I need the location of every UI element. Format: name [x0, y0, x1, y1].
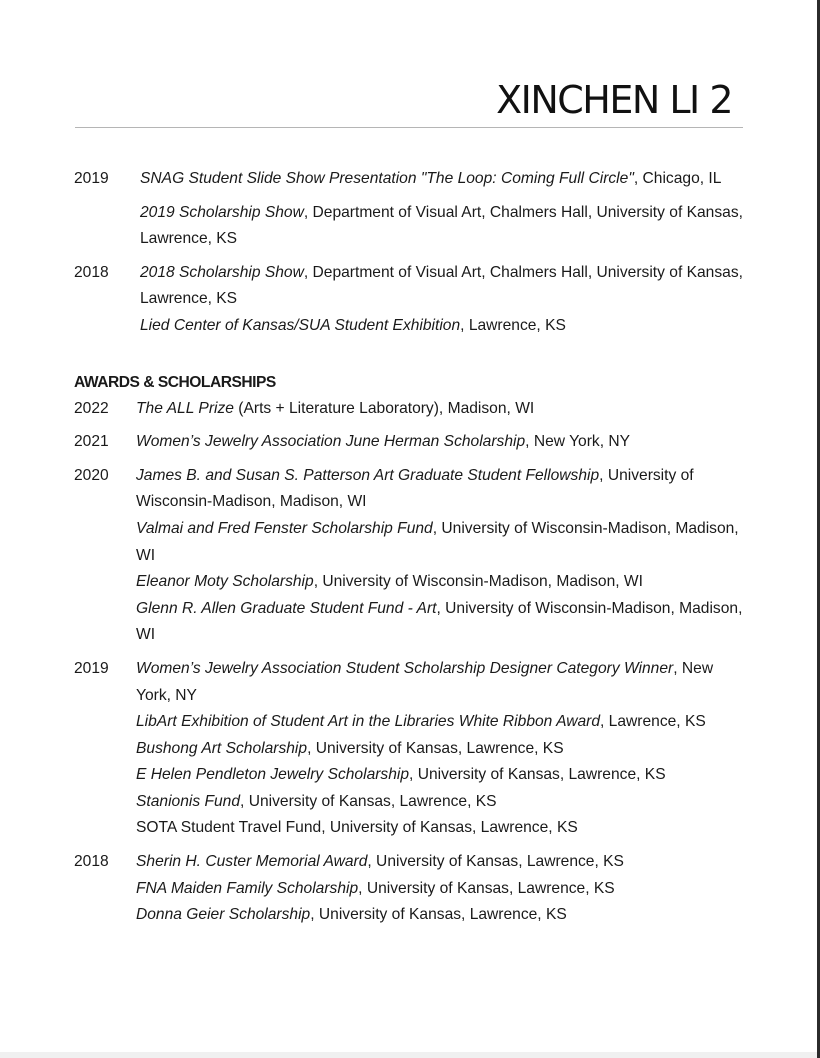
award-year-block [74, 429, 744, 456]
year-label: 2018 [74, 263, 109, 281]
year-label: 2020 [74, 466, 109, 484]
year-label: 2022 [74, 399, 109, 417]
entry-details: , University of Wisconsin-Madison, Madison, WI [313, 573, 643, 591]
award-year-block [74, 463, 744, 649]
award-entry [136, 709, 744, 736]
entry-details: (Arts + Literature Laboratory), Madison, WI [233, 399, 535, 417]
award-year-block [74, 396, 744, 423]
entry-list [136, 396, 744, 423]
entry-title: Women’s Jewelry Association Student Scholarship Designer Category Winner [136, 659, 674, 677]
award-entry [136, 902, 744, 929]
entry-details: , University of Kansas, Lawrence, KS [358, 879, 615, 897]
entry-title: Sherin H. Custer Memorial Award [136, 853, 368, 871]
award-entry [136, 656, 744, 709]
entry-details: , Lawrence, KS [460, 316, 566, 334]
entry-title: Bushong Art Scholarship [136, 739, 308, 757]
exhibition-entry [140, 260, 744, 313]
resume-content [74, 166, 744, 936]
entry-title: Stanionis Fund [136, 792, 241, 810]
exhibition-year-block [74, 166, 744, 253]
year-label: 2019 [74, 659, 109, 677]
entry-list [140, 260, 744, 340]
exhibition-entry [140, 166, 744, 193]
exhibition-entry [140, 200, 744, 253]
award-entry [136, 815, 744, 842]
award-entry [136, 516, 744, 569]
entry-details: , Department of Visual Art, Chalmers Hall, University of Kansas, Lawrence, KS [140, 203, 743, 248]
entry-title: FNA Maiden Family Scholarship [136, 879, 359, 897]
award-entry [136, 569, 744, 596]
award-year-block [74, 656, 744, 842]
entry-title: Valmai and Fred Fenster Scholarship Fund [136, 519, 433, 537]
entry-details: , University of Kansas, Lawrence, KS [240, 792, 497, 810]
entry-details: , University of Wisconsin-Madison, Madison, WI [136, 599, 743, 644]
entry-title: Lied Center of Kansas/SUA Student Exhibition [140, 316, 461, 334]
year-label: 2018 [74, 853, 109, 871]
entry-details: , University of Wisconsin-Madison, Madison, WI [136, 466, 694, 511]
award-entry [136, 736, 744, 763]
entry-title: 2018 Scholarship Show [140, 263, 304, 281]
entry-details: , University of Kansas, Lawrence, KS [367, 853, 624, 871]
entry-details: , Chicago, IL [633, 170, 722, 187]
exhibition-entry [140, 313, 744, 340]
award-year-block [74, 849, 744, 929]
award-entry [136, 762, 744, 789]
award-entry [136, 596, 744, 649]
entry-title: Glenn R. Allen Graduate Student Fund - Art [136, 599, 437, 617]
entry-title: Eleanor Moty Scholarship [136, 573, 314, 591]
header-rule [75, 127, 743, 128]
award-entry [136, 396, 744, 423]
exhibition-year-block [74, 260, 744, 340]
entry-title: Donna Geier Scholarship [136, 906, 311, 924]
entry-details: , University of Wisconsin-Madison, Madison, WI [136, 519, 739, 564]
award-entry [136, 849, 744, 876]
award-entry [136, 789, 744, 816]
award-entry [136, 429, 744, 456]
entry-details: , University of Kansas, Lawrence, KS [307, 739, 564, 757]
entry-title: Women’s Jewelry Association June Herman Scholarship [136, 433, 526, 451]
entry-details: , Lawrence, KS [600, 713, 706, 731]
entry-list [136, 849, 744, 929]
entry-title: SNAG Student Slide Show Presentation "The Loop: Coming Full Circle" [140, 170, 634, 187]
entry-details: , New York, NY [136, 659, 714, 704]
entry-list [136, 429, 744, 456]
entry-details: , Department of Visual Art, Chalmers Hall, University of Kansas, Lawrence, KS [140, 263, 743, 308]
entry-title: LibArt Exhibition of Student Art in the Libraries White Ribbon Award [136, 713, 601, 731]
award-entry [136, 876, 744, 903]
entry-title: E Helen Pendleton Jewelry Scholarship [136, 766, 410, 784]
section-heading-awards: AWARDS & SCHOLARSHIPS [74, 373, 276, 391]
entry-details: SOTA Student Travel Fund, University of Kansas, Lawrence, KS [136, 819, 578, 837]
year-label: 2021 [74, 433, 109, 451]
entry-title: James B. and Susan S. Patterson Art Graduate Student Fellowship [136, 466, 600, 484]
entry-details: , University of Kansas, Lawrence, KS [409, 766, 666, 784]
entry-details: , New York, NY [525, 433, 631, 451]
entry-title: The ALL Prize [136, 399, 234, 417]
page-title: XINCHEN LI 2 [496, 78, 732, 122]
bottom-strip [0, 1052, 817, 1058]
entry-title: 2019 Scholarship Show [140, 203, 304, 221]
entry-list [136, 656, 744, 842]
entry-list [140, 166, 744, 253]
year-label: 2019 [74, 170, 109, 187]
entry-list [136, 463, 744, 649]
entry-details: , University of Kansas, Lawrence, KS [310, 906, 567, 924]
award-entry [136, 463, 744, 516]
